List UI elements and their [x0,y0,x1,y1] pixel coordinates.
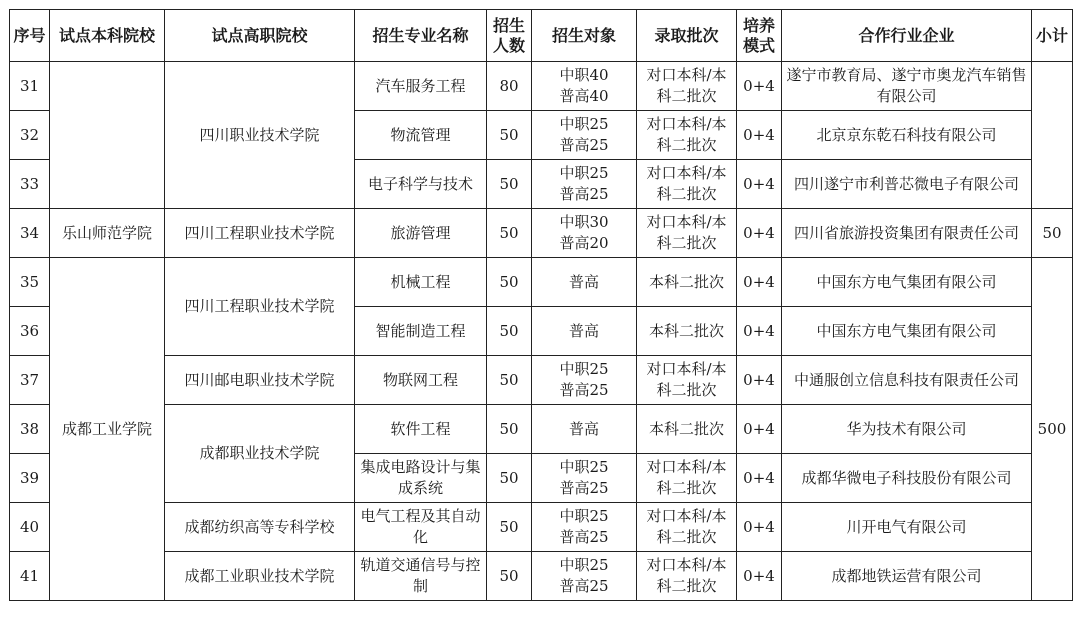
count-cell: 50 [487,454,532,503]
batch-cell: 对口本科/本科二批次 [637,356,737,405]
mode-cell: 0+4 [737,307,782,356]
enterprise-cell: 北京京东乾石科技有限公司 [782,111,1032,160]
table-row [10,62,1073,111]
target-line-1: 中职30 [559,213,609,231]
target-cell [532,405,637,454]
count-cell: 80 [487,62,532,111]
vocational-cell: 四川邮电职业技术学院 [165,356,355,405]
enterprise-cell: 四川省旅游投资集团有限责任公司 [782,209,1032,258]
header-target: 招生对象 [532,10,637,62]
header-mode: 培养模式 [737,10,782,62]
target-line-1: 中职40 [559,66,609,84]
batch-cell: 对口本科/本科二批次 [637,209,737,258]
enterprise-cell: 成都地铁运营有限公司 [782,552,1032,601]
mode-cell: 0+4 [737,454,782,503]
mode-cell: 0+4 [737,356,782,405]
seq-cell: 41 [10,552,50,601]
major-cell: 集成电路设计与集成系统 [355,454,487,503]
target-cell [532,454,637,503]
target-cell [532,62,637,111]
vocational-cell: 成都纺织高等专科学校 [165,503,355,552]
target-cell [532,307,637,356]
batch-cell: 对口本科/本科二批次 [637,503,737,552]
target-cell [532,209,637,258]
batch-cell: 本科二批次 [637,405,737,454]
target-line-1: 中职25 [559,360,609,378]
batch-cell: 对口本科/本科二批次 [637,552,737,601]
seq-cell: 37 [10,356,50,405]
subtotal-cell: 50 [1032,209,1073,258]
header-count: 招生人数 [487,10,532,62]
seq-cell: 38 [10,405,50,454]
mode-cell: 0+4 [737,62,782,111]
undergrad-cell [50,62,165,209]
vocational-cell: 成都职业技术学院 [165,405,355,503]
enterprise-cell: 四川遂宁市利普芯微电子有限公司 [782,160,1032,209]
enterprise-cell: 中国东方电气集团有限公司 [782,258,1032,307]
mode-cell: 0+4 [737,160,782,209]
major-cell: 汽车服务工程 [355,62,487,111]
count-cell: 50 [487,503,532,552]
mode-cell: 0+4 [737,258,782,307]
target-line-1: 中职25 [559,507,609,525]
table-row [10,503,1073,552]
vocational-cell: 四川工程职业技术学院 [165,258,355,356]
enterprise-cell: 中通服创立信息科技有限责任公司 [782,356,1032,405]
major-cell: 物流管理 [355,111,487,160]
target-cell [532,111,637,160]
count-cell: 50 [487,209,532,258]
count-cell: 50 [487,160,532,209]
table-row [10,405,1073,454]
target-line-1: 中职25 [559,458,609,476]
table-row [10,209,1073,258]
header-undergrad: 试点本科院校 [50,10,165,62]
target-cell [532,503,637,552]
vocational-cell: 成都工业职业技术学院 [165,552,355,601]
target-line-2: 普高20 [559,234,609,252]
seq-cell: 35 [10,258,50,307]
target-line-2: 普高25 [559,479,609,497]
enterprise-cell: 华为技术有限公司 [782,405,1032,454]
count-cell: 50 [487,307,532,356]
seq-cell: 31 [10,62,50,111]
target-cell [532,552,637,601]
major-cell: 轨道交通信号与控制 [355,552,487,601]
vocational-cell: 四川工程职业技术学院 [165,209,355,258]
count-cell: 50 [487,111,532,160]
header-seq: 序号 [10,10,50,62]
enterprise-cell: 中国东方电气集团有限公司 [782,307,1032,356]
batch-cell: 对口本科/本科二批次 [637,62,737,111]
vocational-cell: 四川职业技术学院 [165,62,355,209]
target-line-1: 普高 [568,272,599,291]
undergrad-cell: 乐山师范学院 [50,209,165,258]
batch-cell: 本科二批次 [637,258,737,307]
count-cell: 50 [487,258,532,307]
enrollment-table [9,9,1073,601]
target-cell [532,258,637,307]
target-cell [532,160,637,209]
seq-cell: 33 [10,160,50,209]
enterprise-cell: 成都华微电子科技股份有限公司 [782,454,1032,503]
seq-cell: 34 [10,209,50,258]
mode-cell: 0+4 [737,503,782,552]
seq-cell: 40 [10,503,50,552]
subtotal-cell: 500 [1032,258,1073,601]
target-line-2: 普高25 [559,136,609,154]
header-vocational: 试点高职院校 [165,10,355,62]
target-line-1: 中职25 [559,115,609,133]
target-line-1: 中职25 [559,164,609,182]
batch-cell: 对口本科/本科二批次 [637,160,737,209]
major-cell: 电子科学与技术 [355,160,487,209]
major-cell: 物联网工程 [355,356,487,405]
major-cell: 机械工程 [355,258,487,307]
target-line-2: 普高25 [559,381,609,399]
batch-cell: 对口本科/本科二批次 [637,111,737,160]
count-cell: 50 [487,356,532,405]
mode-cell: 0+4 [737,209,782,258]
count-cell: 50 [487,405,532,454]
target-line-2: 普高40 [559,87,609,105]
target-line-1: 普高 [568,321,599,340]
undergrad-cell: 成都工业学院 [50,258,165,601]
seq-cell: 39 [10,454,50,503]
header-enterprise: 合作行业企业 [782,10,1032,62]
major-cell: 旅游管理 [355,209,487,258]
table-row [10,258,1073,307]
subtotal-cell [1032,62,1073,209]
major-cell: 软件工程 [355,405,487,454]
target-line-1: 普高 [568,419,599,438]
count-cell: 50 [487,552,532,601]
target-cell [532,356,637,405]
enterprise-cell: 川开电气有限公司 [782,503,1032,552]
enterprise-cell: 遂宁市教育局、遂宁市奥龙汽车销售有限公司 [782,62,1032,111]
target-line-2: 普高25 [559,185,609,203]
header-major: 招生专业名称 [355,10,487,62]
table-row [10,356,1073,405]
mode-cell: 0+4 [737,552,782,601]
header-row [10,10,1073,62]
seq-cell: 32 [10,111,50,160]
header-batch: 录取批次 [637,10,737,62]
batch-cell: 对口本科/本科二批次 [637,454,737,503]
target-line-2: 普高25 [559,528,609,546]
table-row [10,552,1073,601]
seq-cell: 36 [10,307,50,356]
document-page [9,9,1073,601]
batch-cell: 本科二批次 [637,307,737,356]
header-subtotal: 小计 [1032,10,1073,62]
target-line-2: 普高25 [559,577,609,595]
target-line-1: 中职25 [559,556,609,574]
major-cell: 智能制造工程 [355,307,487,356]
mode-cell: 0+4 [737,111,782,160]
mode-cell: 0+4 [737,405,782,454]
major-cell: 电气工程及其自动化 [355,503,487,552]
